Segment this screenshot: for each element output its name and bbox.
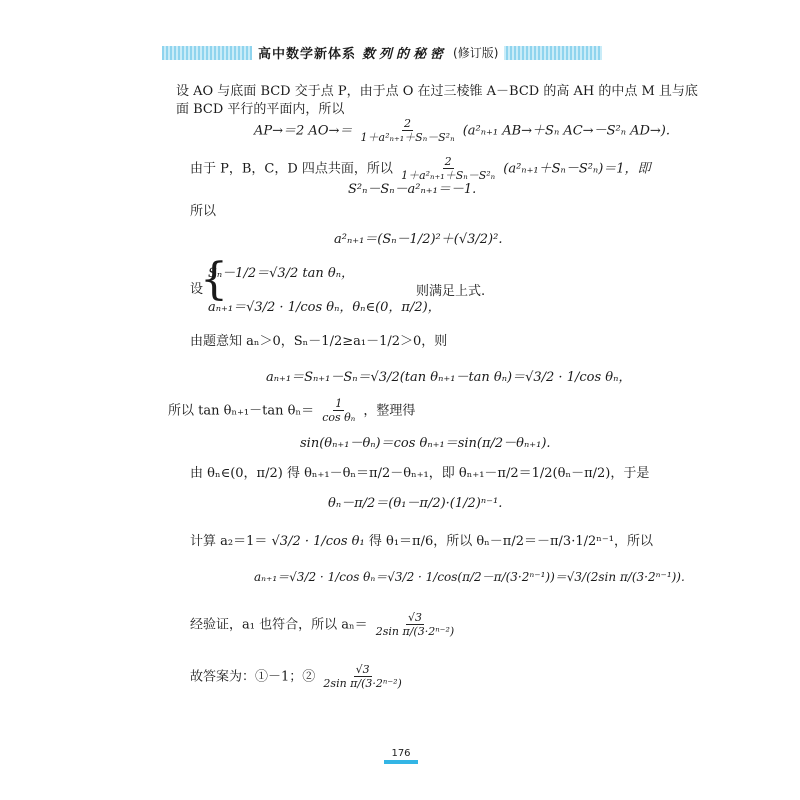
formula-1-rhs: (a²ₙ₊₁ AB→＋Sₙ AC→－S²ₙ AD→). [462, 123, 671, 139]
text-line-6: 由题意知 aₙ＞0，Sₙ－1/2≥a₁－1/2＞0，则 [190, 334, 448, 349]
formula-2-numerator: 2 [444, 155, 452, 168]
formula-6-fraction [320, 398, 357, 424]
formula-6-denominator: cos θₙ [322, 411, 356, 425]
text-line-9-suffix: 得 θ₁＝π/6，所以 θₙ－π/2＝－π/3·1/2ⁿ⁻¹，所以 [368, 534, 653, 549]
text-line-5-prefix: 设 [190, 282, 204, 297]
formula-11-numerator: √3 [407, 611, 422, 624]
text-line-7-suffix: ，整理得 [363, 403, 416, 419]
formula-1-denominator: 1＋a²ₙ₊₁＋Sₙ－S²ₙ [360, 131, 455, 145]
text-line-2: 面 BCD 平行的平面内，所以 [176, 102, 345, 117]
formula-12-fraction [321, 664, 403, 690]
text-line-10-prefix: 经验证，a₁ 也符合，所以 aₙ＝ [190, 617, 368, 633]
system-line-1: Sₙ－1/2＝√3/2 tan θₙ， [208, 266, 355, 281]
text-line-10 [190, 612, 458, 638]
system-line-2: aₙ₊₁＝√3/2 · 1/cos θₙ，θₙ∈(0，π/2)， [208, 300, 441, 315]
text-line-11 [190, 664, 406, 690]
formula-1-fraction [359, 118, 457, 144]
formula-7: sin(θₙ₊₁－θₙ)＝cos θₙ₊₁＝sin(π/2－θₙ₊₁). [300, 436, 551, 451]
text-line-8: 由 θₙ∈(0，π/2) 得 θₙ₊₁－θₙ＝π/2－θₙ₊₁，即 θₙ₊₁－π/2＝1/2(θₙ－π/2)，于是 [190, 466, 650, 481]
formula-10: aₙ₊₁＝√3/2 · 1/cos θₙ＝√3/2 · 1/cos(π/2－π/(3·2ⁿ⁻¹))＝√3/(2sin π/(3·2ⁿ⁻¹)). [254, 570, 685, 584]
formula-5: aₙ₊₁＝Sₙ₊₁－Sₙ＝√3/2(tan θₙ₊₁－tan θₙ)＝√3/2 · 1/cos θₙ， [266, 370, 632, 385]
text-line-11-prefix: 故答案为：①－1；② [190, 669, 316, 685]
text-line-9-prefix: 计算 a₂＝1＝ [190, 534, 268, 549]
formula-3: S²ₙ－Sₙ－a²ₙ₊₁＝－1. [348, 182, 477, 197]
formula-2-rhs: (a²ₙ₊₁＋Sₙ－S²ₙ)＝1，即 [503, 161, 651, 177]
formula-6-numerator: 1 [335, 397, 343, 410]
header-book-title: 数列的秘密 [362, 46, 448, 62]
formula-vector-ap [254, 118, 670, 144]
formula-11-fraction [374, 612, 456, 638]
text-line-4: 所以 [190, 204, 217, 219]
formula-12-numerator: √3 [355, 663, 370, 676]
header-edition: (修订版) [453, 45, 499, 60]
formula-9-mid: √3/2 · 1/cos θ₁ [271, 534, 365, 549]
header-series: 高中数学新体系 [258, 46, 357, 62]
text-line-1: 设 AO 与底面 BCD 交于点 P，由于点 O 在过三棱锥 A－BCD 的高 AH 的中点 M 且与底 [176, 84, 698, 99]
formula-8: θₙ－π/2＝(θ₁－π/2)·(1/2)ⁿ⁻¹. [328, 496, 503, 511]
formula-1-numerator: 2 [404, 117, 412, 130]
text-line-7 [168, 398, 415, 424]
page-number-underline [384, 760, 418, 764]
text-line-7-prefix: 所以 tan θₙ₊₁－tan θₙ＝ [168, 403, 315, 419]
text-line-3-prefix: 由于 P，B，C，D 四点共面，所以 [190, 161, 393, 177]
formula-1-lhs: AP→＝2 AO→＝ [254, 123, 353, 139]
text-line-9 [190, 530, 653, 549]
page-number: 176 [391, 748, 411, 759]
running-header [252, 40, 504, 64]
formula-12-denominator: 2sin π/(3·2ⁿ⁻²) [323, 677, 402, 691]
formula-2-denominator: 1＋a²ₙ₊₁＋Sₙ－S²ₙ [401, 169, 496, 183]
formula-11-denominator: 2sin π/(3·2ⁿ⁻²) [375, 625, 455, 639]
system-brace: { [200, 254, 228, 305]
text-line-5-suffix: 则满足上式. [416, 284, 486, 299]
formula-4: a²ₙ₊₁＝(Sₙ－1/2)²＋(√3/2)². [334, 232, 503, 247]
